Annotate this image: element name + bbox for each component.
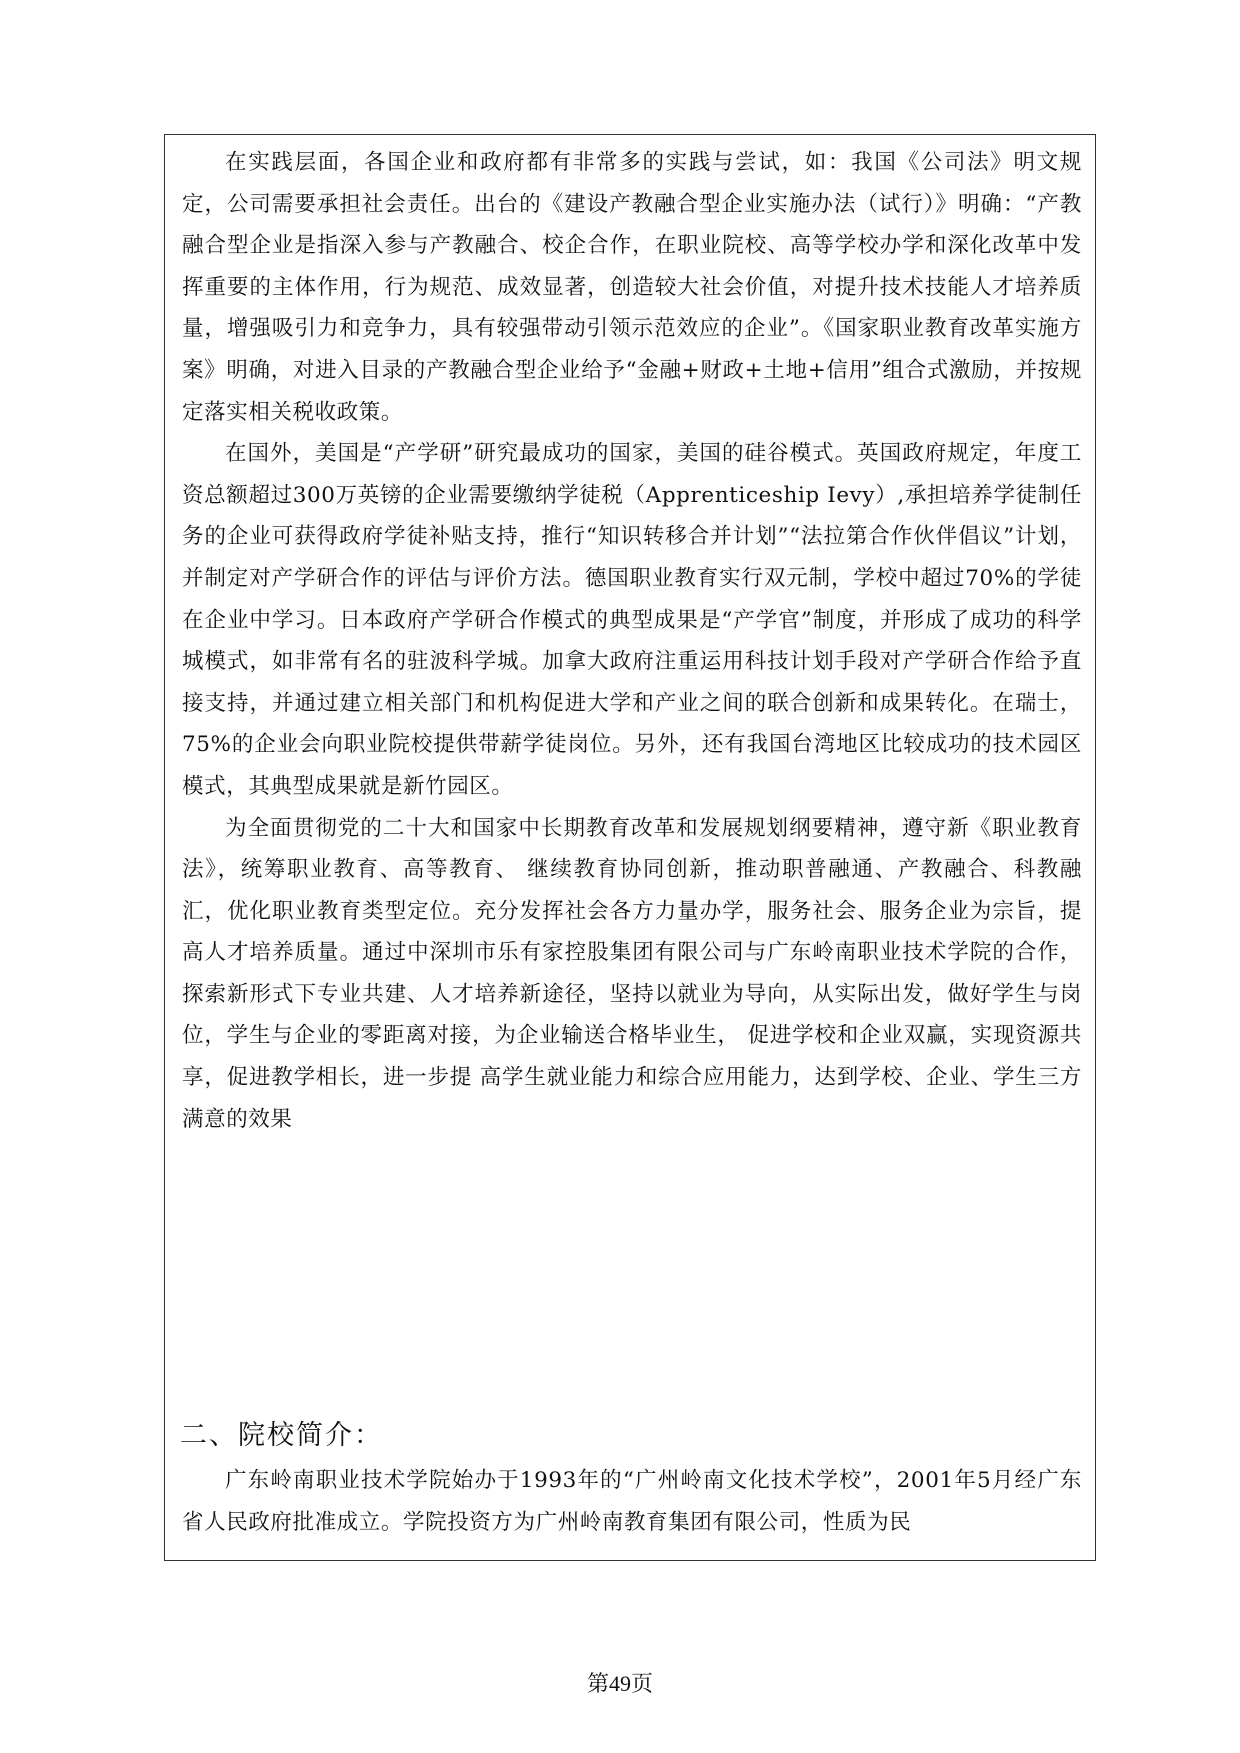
paragraph-practice: 在实践层面，各国企业和政府都有非常多的实践与尝试，如：我国《公司法》明文规定，公司需要承担社会责任。出台的《建设产教融合型企业实施办法（试行）》明确：“产教融合型企业是指深入参与产教融合、校企合作，在职业院校、高等学校办学和深化改革中发挥重要的主体作用，行为规范、成效显著，创造较大社会价值，对提升技术技能人才培养质量，增强吸引力和竞争力，具有较强带动引领示范效应的企业”。《国家职业教育改革实施方案》明确，对进入目录的产教融合型企业给予“金融+财政+土地+信用”组合式激励，并按规定落实相关税收政策。 <box>182 150 1082 425</box>
paragraph-abroad: 在国外，美国是“产学研”研究最成功的国家，美国的硅谷模式。英国政府规定，年度工资总额超过300万英镑的企业需要缴纳学徒税（Apprenticeship Ievy）,承担培养学徒制任务的企业可获得政府学徒补贴支持，推行“知识转移合并计划”“法拉第合作伙伴倡议”计划，并制定对产学研合作的评估与评价方法。德国职业教育实行双元制，学校中超过70%的学徒在企业中学习。日本政府产学研合作模式的典型成果是“产学官”制度，并形成了成功的科学城模式，如非常有名的驻波科学城。加拿大政府注重运用科技计划手段对产学研合作给予直接支持，并通过建立相关部门和机构促进大学和产业之间的联合创新和成果转化。在瑞士，75%的企业会向职业院校提供带薪学徒岗位。另外，还有我国台湾地区比较成功的技术园区模式，其典型成果就是新竹园区。 <box>182 441 1082 799</box>
intro-text <box>182 1460 1082 1543</box>
paragraph-purpose: 为全面贯彻党的二十大和国家中长期教育改革和发展规划纲要精神，遵守新《职业教育法》，统筹职业教育、高等教育、 继续教育协同创新，推动职普融通、产教融合、科教融汇，优化职业教育类型定位。充分发挥社会各方力量办学，服务社会、服务企业为宗旨，提高人才培养质量。通过中深圳市乐有家控股集团有限公司与广东岭南职业技术学院的合作，探索新形式下专业共建、人才培养新途径，坚持以就业为导向，从实际出发，做好学生与岗位，学生与企业的零距离对接，为企业输送合格毕业生， 促进学校和企业双赢，实现资源共享，促进教学相长，进一步提 高学生就业能力和综合应用能力，达到学校、企业、学生三方满意的效果 <box>182 815 1082 1132</box>
section-heading: 二、院校简介： <box>180 1420 383 1451</box>
main-text <box>182 142 1082 1140</box>
paragraph-college-intro: 广东岭南职业技术学院始办于1993年的“广州岭南文化技术学校”，2001年5月经广东省人民政府批准成立。学院投资方为广州岭南教育集团有限公司，性质为民 <box>182 1468 1082 1535</box>
page-number: 第49页 <box>586 1671 653 1696</box>
